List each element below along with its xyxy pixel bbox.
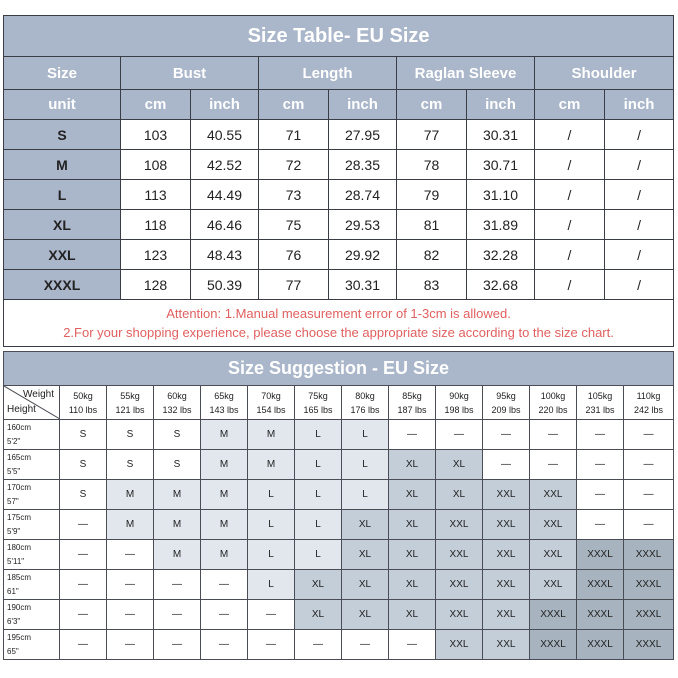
size-suggestion-cell: —	[201, 630, 248, 660]
weight-header	[530, 386, 577, 420]
corner-height-label: Height	[7, 404, 36, 415]
table-cell: 123	[121, 240, 191, 270]
size-suggestion-cell: L	[248, 510, 295, 540]
weight-kg: 110kg	[636, 390, 661, 401]
table-cell: 76	[259, 240, 329, 270]
table-cell: 46.46	[191, 210, 259, 240]
weight-kg: 100kg	[540, 390, 566, 401]
size-suggestion-cell: L	[295, 510, 342, 540]
height-ft: 61"	[7, 586, 19, 596]
size-suggestion-cell: S	[107, 420, 154, 450]
size-suggestion-cell: XL	[342, 540, 389, 570]
size-suggestion-cell: —	[577, 420, 624, 450]
table-row	[4, 210, 674, 240]
weight-kg: 95kg	[496, 390, 516, 401]
size-suggestion-cell: XXXL	[624, 570, 674, 600]
height-header	[4, 420, 60, 450]
size-suggestion-cell: —	[624, 450, 674, 480]
corner-weight-label: Weight	[23, 389, 54, 400]
weight-kg: 70kg	[261, 390, 281, 401]
size-suggestion-cell: —	[577, 450, 624, 480]
weight-kg: 65kg	[214, 390, 234, 401]
size-suggestion-cell: —	[60, 510, 107, 540]
weight-lbs: 187 lbs	[397, 404, 427, 415]
weight-lbs: 132 lbs	[162, 404, 192, 415]
table-cell: 81	[397, 210, 467, 240]
size-suggestion-cell: XXL	[436, 600, 483, 630]
height-cm: 195cm	[7, 632, 32, 642]
height-cm: 185cm	[7, 572, 32, 582]
height-header	[4, 510, 60, 540]
size-suggestion-cell: XL	[342, 600, 389, 630]
table-cell: /	[535, 120, 605, 150]
size-suggestion-cell: XXL	[436, 510, 483, 540]
size-suggestion-cell: —	[201, 570, 248, 600]
size-label: XL	[4, 210, 121, 240]
size-suggestion-cell: M	[201, 420, 248, 450]
size-suggestion-cell: —	[60, 600, 107, 630]
weight-header	[295, 386, 342, 420]
size-suggestion-cell: XXL	[436, 540, 483, 570]
weight-header	[248, 386, 295, 420]
weight-kg: 105kg	[587, 390, 613, 401]
suggestion-row	[4, 570, 674, 600]
table-cell: 71	[259, 120, 329, 150]
size-suggestion-cell: —	[248, 600, 295, 630]
size-suggestion-cell: XXXL	[624, 630, 674, 660]
size-suggestion-cell: XL	[436, 480, 483, 510]
note-line-2: 2.For your shopping experience, please choose the appropriate size according to the size chart.	[63, 325, 614, 340]
size-suggestion-cell: —	[60, 570, 107, 600]
size-suggestion-cell: M	[248, 420, 295, 450]
height-ft: 5'9"	[7, 526, 21, 536]
size-suggestion-cell: S	[60, 450, 107, 480]
size-suggestion-cell: L	[295, 450, 342, 480]
size-suggestion-cell: —	[436, 420, 483, 450]
table-cell: /	[535, 270, 605, 300]
size-suggestion-cell: XXL	[530, 570, 577, 600]
table-cell: 78	[397, 150, 467, 180]
suggestion-row	[4, 540, 674, 570]
weight-lbs: 154 lbs	[256, 404, 286, 415]
height-cm: 180cm	[7, 542, 32, 552]
weight-header	[577, 386, 624, 420]
size-suggestion-cell: —	[389, 420, 436, 450]
column-header: Shoulder	[535, 57, 674, 90]
table-row	[4, 120, 674, 150]
height-header	[4, 450, 60, 480]
weight-lbs: 110 lbs	[68, 404, 98, 415]
table-cell: 29.53	[329, 210, 397, 240]
size-label: S	[4, 120, 121, 150]
suggestion-row	[4, 630, 674, 660]
size-suggestion-cell: —	[530, 420, 577, 450]
weight-lbs: 121 lbs	[115, 404, 145, 415]
note-row	[4, 300, 674, 347]
table-cell: 30.71	[467, 150, 535, 180]
table-cell: /	[605, 240, 674, 270]
suggestion-row	[4, 600, 674, 630]
column-header: Raglan Sleeve	[397, 57, 535, 90]
size-suggestion-cell: —	[154, 630, 201, 660]
size-suggestion-cell: —	[577, 510, 624, 540]
table-cell: /	[535, 210, 605, 240]
height-cm: 170cm	[7, 482, 32, 492]
size-suggestion-cell: XXXL	[577, 570, 624, 600]
table-cell: 103	[121, 120, 191, 150]
size-suggestion-cell: —	[295, 630, 342, 660]
weight-kg: 90kg	[449, 390, 469, 401]
size-suggestion-cell: XL	[342, 510, 389, 540]
size-suggestion-cell: —	[577, 480, 624, 510]
weight-kg: 50kg	[73, 390, 93, 401]
size-label: XXXL	[4, 270, 121, 300]
size-suggestion-cell: XXXL	[530, 600, 577, 630]
table-cell: 29.92	[329, 240, 397, 270]
size-suggestion-cell: XXXL	[624, 600, 674, 630]
unit-header: cm	[259, 90, 329, 120]
height-header	[4, 630, 60, 660]
size-suggestion-cell: L	[295, 420, 342, 450]
size-table-title: Size Table- EU Size	[4, 16, 674, 57]
weight-kg: 85kg	[402, 390, 422, 401]
table-cell: 48.43	[191, 240, 259, 270]
table-cell: /	[605, 120, 674, 150]
weight-header	[342, 386, 389, 420]
column-header: Size	[4, 57, 121, 90]
height-header	[4, 570, 60, 600]
table-cell: 50.39	[191, 270, 259, 300]
size-suggestion-cell: —	[107, 540, 154, 570]
table-cell: 28.74	[329, 180, 397, 210]
size-suggestion-cell: XL	[342, 570, 389, 600]
size-suggestion-cell: —	[107, 600, 154, 630]
table-row	[4, 270, 674, 300]
size-suggestion-cell: XL	[389, 480, 436, 510]
unit-header: inch	[329, 90, 397, 120]
table-cell: 27.95	[329, 120, 397, 150]
table-cell: 30.31	[329, 270, 397, 300]
table-cell: 118	[121, 210, 191, 240]
height-header	[4, 540, 60, 570]
size-suggestion-cell: —	[248, 630, 295, 660]
size-suggestion-cell: M	[201, 540, 248, 570]
size-suggestion-cell: XXL	[483, 600, 530, 630]
size-suggestion-cell: M	[154, 510, 201, 540]
size-suggestion-cell: XL	[295, 570, 342, 600]
size-suggestion-cell: —	[624, 510, 674, 540]
table-cell: 79	[397, 180, 467, 210]
table-cell: 40.55	[191, 120, 259, 150]
table-cell: /	[605, 270, 674, 300]
weight-kg: 75kg	[308, 390, 328, 401]
table-cell: 77	[397, 120, 467, 150]
size-label: M	[4, 150, 121, 180]
weight-header	[107, 386, 154, 420]
weight-kg: 60kg	[167, 390, 187, 401]
size-suggestion-cell: S	[154, 420, 201, 450]
size-suggestion-cell: XXXL	[577, 540, 624, 570]
size-suggestion-cell: S	[60, 480, 107, 510]
unit-header: inch	[605, 90, 674, 120]
unit-header: inch	[191, 90, 259, 120]
weight-kg: 55kg	[120, 390, 140, 401]
size-suggestion-cell: M	[107, 480, 154, 510]
weight-lbs: 143 lbs	[209, 404, 239, 415]
table-row	[4, 150, 674, 180]
weight-lbs: 220 lbs	[538, 404, 568, 415]
size-suggestion-cell: L	[248, 540, 295, 570]
column-header: Bust	[121, 57, 259, 90]
size-suggestion-cell: M	[201, 510, 248, 540]
height-cm: 190cm	[7, 602, 32, 612]
size-suggestion-cell: XL	[295, 600, 342, 630]
size-suggestion-cell: —	[483, 420, 530, 450]
size-suggestion-cell: M	[154, 480, 201, 510]
table-cell: 72	[259, 150, 329, 180]
table-cell: 44.49	[191, 180, 259, 210]
table-cell: /	[605, 180, 674, 210]
note-line-1: Attention: 1.Manual measurement error of 1-3cm is allowed.	[166, 306, 511, 321]
weight-lbs: 209 lbs	[491, 404, 521, 415]
size-suggestion-cell: M	[248, 450, 295, 480]
height-cm: 160cm	[7, 422, 32, 432]
size-suggestion-cell: XXL	[483, 630, 530, 660]
table-cell: /	[605, 210, 674, 240]
table-cell: 32.68	[467, 270, 535, 300]
size-suggestion-cell: —	[389, 630, 436, 660]
size-suggestion-cell: —	[201, 600, 248, 630]
height-ft: 65"	[7, 646, 19, 656]
table-cell: 73	[259, 180, 329, 210]
table-cell: /	[605, 150, 674, 180]
size-suggestion-cell: S	[154, 450, 201, 480]
table-cell: 83	[397, 270, 467, 300]
size-suggestion-cell: —	[107, 630, 154, 660]
size-label: XXL	[4, 240, 121, 270]
weight-header	[201, 386, 248, 420]
size-suggestion-cell: M	[201, 480, 248, 510]
table-cell: 31.89	[467, 210, 535, 240]
measurement-header-row	[4, 57, 674, 90]
weight-height-corner	[4, 386, 60, 420]
size-suggestion-cell: XL	[436, 450, 483, 480]
size-suggestion-cell: L	[342, 450, 389, 480]
size-suggestion-cell: S	[60, 420, 107, 450]
size-suggestion-cell: L	[295, 480, 342, 510]
table-cell: 82	[397, 240, 467, 270]
size-suggestion-cell: XXL	[436, 570, 483, 600]
size-suggestion-title: Size Suggestion - EU Size	[4, 352, 674, 386]
suggestion-row	[4, 450, 674, 480]
table-row	[4, 180, 674, 210]
size-suggestion-cell: XL	[389, 570, 436, 600]
size-suggestion-cell: L	[342, 420, 389, 450]
size-suggestion-cell: XXL	[530, 510, 577, 540]
size-suggestion-cell: XL	[389, 600, 436, 630]
weight-lbs: 242 lbs	[633, 404, 664, 415]
size-suggestion-cell: —	[154, 570, 201, 600]
size-suggestion-cell: —	[624, 420, 674, 450]
unit-header: cm	[535, 90, 605, 120]
column-header: Length	[259, 57, 397, 90]
unit-label: unit	[4, 90, 121, 120]
weight-header	[60, 386, 107, 420]
size-suggestion-cell: —	[530, 450, 577, 480]
attention-note	[4, 300, 674, 347]
height-ft: 6'3"	[7, 616, 21, 626]
size-suggestion-cell: XXXL	[624, 540, 674, 570]
table-cell: 108	[121, 150, 191, 180]
size-suggestion-cell: XL	[389, 510, 436, 540]
table-cell: /	[535, 240, 605, 270]
size-suggestion-cell: XL	[389, 450, 436, 480]
size-table	[3, 15, 674, 347]
height-header	[4, 600, 60, 630]
size-suggestion-cell: M	[201, 450, 248, 480]
size-suggestion-table	[3, 351, 674, 660]
table-row	[4, 240, 674, 270]
size-suggestion-cell: XXL	[530, 540, 577, 570]
size-suggestion-cell: XXL	[483, 480, 530, 510]
unit-header: inch	[467, 90, 535, 120]
size-suggestion-cell: —	[483, 450, 530, 480]
size-suggestion-cell: XXL	[483, 510, 530, 540]
table-cell: 28.35	[329, 150, 397, 180]
height-cm: 165cm	[7, 452, 32, 462]
suggestion-row	[4, 480, 674, 510]
size-suggestion-cell: XXL	[530, 480, 577, 510]
size-suggestion-cell: —	[624, 480, 674, 510]
unit-header-row	[4, 90, 674, 120]
weight-lbs: 198 lbs	[444, 404, 474, 415]
size-suggestion-cell: —	[107, 570, 154, 600]
size-suggestion-cell: —	[60, 630, 107, 660]
unit-header: cm	[397, 90, 467, 120]
weight-lbs: 176 lbs	[350, 404, 380, 415]
height-ft: 5'2"	[7, 436, 21, 446]
weight-header	[389, 386, 436, 420]
size-suggestion-cell: XXXL	[530, 630, 577, 660]
weight-lbs: 165 lbs	[303, 404, 333, 415]
weight-kg: 80kg	[355, 390, 375, 401]
size-suggestion-cell: —	[342, 630, 389, 660]
size-suggestion-cell: XXL	[483, 570, 530, 600]
weight-header	[154, 386, 201, 420]
table-cell: 32.28	[467, 240, 535, 270]
table-cell: 128	[121, 270, 191, 300]
suggestion-row	[4, 420, 674, 450]
weight-header-row	[4, 386, 674, 420]
height-cm: 175cm	[7, 512, 32, 522]
size-suggestion-cell: XXXL	[577, 600, 624, 630]
table-cell: 77	[259, 270, 329, 300]
table-cell: 42.52	[191, 150, 259, 180]
size-suggestion-cell: L	[248, 570, 295, 600]
weight-header	[624, 386, 674, 420]
weight-lbs: 231 lbs	[585, 404, 615, 415]
table-cell: 30.31	[467, 120, 535, 150]
table-cell: 31.10	[467, 180, 535, 210]
table-cell: /	[535, 180, 605, 210]
size-suggestion-cell: —	[60, 540, 107, 570]
size-suggestion-cell: —	[154, 600, 201, 630]
size-suggestion-cell: S	[107, 450, 154, 480]
suggestion-row	[4, 510, 674, 540]
size-label: L	[4, 180, 121, 210]
size-suggestion-cell: L	[248, 480, 295, 510]
height-ft: 57"	[7, 496, 19, 506]
size-suggestion-cell: XXXL	[577, 630, 624, 660]
height-header	[4, 480, 60, 510]
table-cell: 75	[259, 210, 329, 240]
weight-header	[483, 386, 530, 420]
size-suggestion-cell: M	[154, 540, 201, 570]
size-suggestion-cell: XL	[389, 540, 436, 570]
height-ft: 5'11"	[7, 556, 25, 566]
size-suggestion-cell: L	[295, 540, 342, 570]
table-cell: 113	[121, 180, 191, 210]
weight-header	[436, 386, 483, 420]
size-suggestion-cell: XXL	[436, 630, 483, 660]
unit-header: cm	[121, 90, 191, 120]
height-ft: 5'5"	[7, 466, 21, 476]
size-suggestion-cell: L	[342, 480, 389, 510]
size-suggestion-cell: XXL	[483, 540, 530, 570]
size-suggestion-cell: M	[107, 510, 154, 540]
table-cell: /	[535, 150, 605, 180]
